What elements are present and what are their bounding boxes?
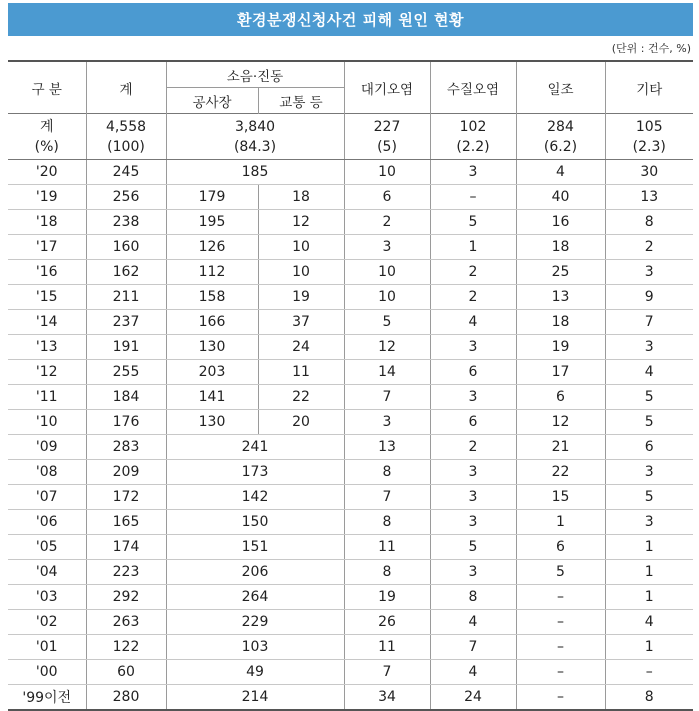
year-cell: '20	[8, 160, 86, 185]
other-cell: –	[605, 660, 693, 685]
other-cell: 7	[605, 310, 693, 335]
total-total-cell	[86, 114, 166, 160]
other-cell: 5	[605, 485, 693, 510]
total-water-pct: (2.2)	[456, 138, 490, 155]
water-cell: 2	[430, 285, 516, 310]
total-noise-cell	[166, 114, 344, 160]
total-other: 105	[635, 118, 663, 135]
total-cell: 174	[86, 535, 166, 560]
other-cell: 3	[605, 260, 693, 285]
unit-note: (단위 : 건수, %)	[611, 42, 691, 55]
year-cell: '04	[8, 560, 86, 585]
water-cell: 5	[430, 535, 516, 560]
construction-cell: 158	[166, 285, 258, 310]
total-cell: 122	[86, 635, 166, 660]
table-row	[8, 335, 693, 360]
sunlight-cell: –	[516, 635, 605, 660]
sunlight-cell: 6	[516, 385, 605, 410]
noise-cell: 185	[166, 160, 344, 185]
other-cell: 3	[605, 460, 693, 485]
noise-cell: 142	[166, 485, 344, 510]
air-cell: 7	[344, 385, 430, 410]
water-cell: 3	[430, 485, 516, 510]
total-cell: 292	[86, 585, 166, 610]
sunlight-cell: 18	[516, 310, 605, 335]
construction-cell: 179	[166, 185, 258, 210]
year-cell: '01	[8, 635, 86, 660]
air-cell: 34	[344, 685, 430, 711]
year-cell: '14	[8, 310, 86, 335]
other-cell: 1	[605, 635, 693, 660]
noise-cell: 49	[166, 660, 344, 685]
water-cell: –	[430, 185, 516, 210]
noise-cell: 214	[166, 685, 344, 711]
year-cell: '03	[8, 585, 86, 610]
noise-cell: 150	[166, 510, 344, 535]
noise-cell: 241	[166, 435, 344, 460]
table-title: 환경분쟁신청사건 피해 원인 현황	[236, 11, 465, 29]
construction-cell: 130	[166, 410, 258, 435]
header-category: 구 분	[8, 61, 86, 114]
total-sunlight-cell	[516, 114, 605, 160]
table-row	[8, 210, 693, 235]
table-row	[8, 485, 693, 510]
total-air-cell	[344, 114, 430, 160]
year-cell: '18	[8, 210, 86, 235]
traffic-cell: 10	[258, 260, 344, 285]
total-row	[8, 114, 693, 160]
traffic-cell: 19	[258, 285, 344, 310]
sunlight-cell: 12	[516, 410, 605, 435]
traffic-cell: 11	[258, 360, 344, 385]
other-cell: 6	[605, 435, 693, 460]
noise-cell: 173	[166, 460, 344, 485]
other-cell: 9	[605, 285, 693, 310]
total-cell: 245	[86, 160, 166, 185]
water-cell: 2	[430, 435, 516, 460]
other-cell: 1	[605, 535, 693, 560]
construction-cell: 166	[166, 310, 258, 335]
construction-cell: 195	[166, 210, 258, 235]
year-cell: '15	[8, 285, 86, 310]
air-cell: 8	[344, 510, 430, 535]
other-cell: 1	[605, 560, 693, 585]
water-cell: 3	[430, 560, 516, 585]
traffic-cell: 18	[258, 185, 344, 210]
other-cell: 13	[605, 185, 693, 210]
sunlight-cell: 16	[516, 210, 605, 235]
total-water: 102	[459, 118, 487, 135]
air-cell: 14	[344, 360, 430, 385]
air-cell: 10	[344, 285, 430, 310]
total-noise-pct: (84.3)	[233, 138, 277, 155]
water-cell: 24	[430, 685, 516, 711]
sunlight-cell: 6	[516, 535, 605, 560]
traffic-cell: 20	[258, 410, 344, 435]
construction-cell: 112	[166, 260, 258, 285]
table-row	[8, 510, 693, 535]
air-cell: 3	[344, 235, 430, 260]
air-cell: 3	[344, 410, 430, 435]
air-cell: 13	[344, 435, 430, 460]
header-total: 계	[86, 61, 166, 114]
year-cell: '10	[8, 410, 86, 435]
water-cell: 7	[430, 635, 516, 660]
total-total-pct: (100)	[107, 138, 145, 155]
other-cell: 3	[605, 510, 693, 535]
total-total: 4,558	[105, 118, 147, 135]
total-cell: 223	[86, 560, 166, 585]
other-cell: 1	[605, 585, 693, 610]
table-row	[8, 610, 693, 635]
total-sunlight: 284	[547, 118, 574, 135]
air-cell: 7	[344, 660, 430, 685]
noise-cell: 229	[166, 610, 344, 635]
table-row	[8, 435, 693, 460]
air-cell: 11	[344, 635, 430, 660]
sunlight-cell: 17	[516, 360, 605, 385]
total-cell: 237	[86, 310, 166, 335]
total-cell: 191	[86, 335, 166, 360]
other-cell: 5	[605, 410, 693, 435]
table-row	[8, 410, 693, 435]
air-cell: 12	[344, 335, 430, 360]
total-cell: 238	[86, 210, 166, 235]
traffic-cell: 24	[258, 335, 344, 360]
table-row	[8, 285, 693, 310]
total-sunlight-pct: (6.2)	[543, 138, 578, 155]
total-cell: 172	[86, 485, 166, 510]
year-cell: '07	[8, 485, 86, 510]
year-cell: '11	[8, 385, 86, 410]
table-row	[8, 235, 693, 260]
water-cell: 4	[430, 610, 516, 635]
total-label-pct: (%)	[34, 138, 59, 155]
air-cell: 2	[344, 210, 430, 235]
sunlight-cell: 21	[516, 435, 605, 460]
other-cell: 30	[605, 160, 693, 185]
header-other: 기타	[605, 61, 693, 114]
total-other-pct: (2.3)	[632, 138, 666, 155]
sunlight-cell: –	[516, 585, 605, 610]
air-cell: 6	[344, 185, 430, 210]
water-cell: 3	[430, 460, 516, 485]
total-air-pct: (5)	[377, 138, 397, 155]
total-label: 계	[39, 118, 54, 135]
air-cell: 7	[344, 485, 430, 510]
total-cell: 184	[86, 385, 166, 410]
total-label-cell	[8, 114, 86, 160]
table-row	[8, 585, 693, 610]
sunlight-cell: 19	[516, 335, 605, 360]
construction-cell: 126	[166, 235, 258, 260]
water-cell: 2	[430, 260, 516, 285]
other-cell: 4	[605, 610, 693, 635]
sunlight-cell: 18	[516, 235, 605, 260]
table-row	[8, 385, 693, 410]
total-noise: 3,840	[234, 118, 276, 135]
header-water: 수질오염	[430, 61, 516, 114]
sunlight-cell: 13	[516, 285, 605, 310]
table-row	[8, 310, 693, 335]
water-cell: 3	[430, 335, 516, 360]
water-cell: 5	[430, 210, 516, 235]
other-cell: 8	[605, 210, 693, 235]
year-cell: '17	[8, 235, 86, 260]
water-cell: 1	[430, 235, 516, 260]
sunlight-cell: –	[516, 660, 605, 685]
total-cell: 165	[86, 510, 166, 535]
year-cell: '05	[8, 535, 86, 560]
water-cell: 6	[430, 410, 516, 435]
construction-cell: 141	[166, 385, 258, 410]
other-cell: 8	[605, 685, 693, 711]
total-cell: 162	[86, 260, 166, 285]
water-cell: 4	[430, 310, 516, 335]
table-row	[8, 535, 693, 560]
total-cell: 160	[86, 235, 166, 260]
sunlight-cell: 5	[516, 560, 605, 585]
total-air: 227	[373, 118, 401, 135]
header-air: 대기오염	[344, 61, 430, 114]
other-cell: 4	[605, 360, 693, 385]
header-sunlight: 일조	[516, 61, 605, 114]
year-cell: '19	[8, 185, 86, 210]
traffic-cell: 10	[258, 235, 344, 260]
water-cell: 3	[430, 160, 516, 185]
air-cell: 10	[344, 160, 430, 185]
table-row	[8, 160, 693, 185]
noise-cell: 206	[166, 560, 344, 585]
noise-cell: 103	[166, 635, 344, 660]
total-cell: 263	[86, 610, 166, 635]
construction-cell: 203	[166, 360, 258, 385]
table-header	[8, 61, 693, 114]
table-title-bar	[8, 3, 693, 36]
year-cell: '06	[8, 510, 86, 535]
total-other-cell	[605, 114, 693, 160]
year-cell: '16	[8, 260, 86, 285]
table-row	[8, 660, 693, 685]
table-row	[8, 260, 693, 285]
year-cell: '08	[8, 460, 86, 485]
traffic-cell: 12	[258, 210, 344, 235]
other-cell: 3	[605, 335, 693, 360]
sunlight-cell: –	[516, 685, 605, 711]
table-body	[8, 114, 693, 711]
air-cell: 19	[344, 585, 430, 610]
traffic-cell: 37	[258, 310, 344, 335]
year-cell: '99이전	[8, 685, 86, 711]
total-water-cell	[430, 114, 516, 160]
damage-cause-table	[8, 60, 693, 711]
traffic-cell: 22	[258, 385, 344, 410]
sunlight-cell: 4	[516, 160, 605, 185]
other-cell: 2	[605, 235, 693, 260]
header-noise: 소음·진동	[166, 61, 344, 88]
air-cell: 11	[344, 535, 430, 560]
table-row	[8, 635, 693, 660]
table-row	[8, 185, 693, 210]
table-row	[8, 460, 693, 485]
water-cell: 6	[430, 360, 516, 385]
sunlight-cell: 15	[516, 485, 605, 510]
air-cell: 8	[344, 460, 430, 485]
water-cell: 3	[430, 510, 516, 535]
sunlight-cell: 22	[516, 460, 605, 485]
noise-cell: 264	[166, 585, 344, 610]
sunlight-cell: –	[516, 610, 605, 635]
table-row	[8, 360, 693, 385]
air-cell: 26	[344, 610, 430, 635]
air-cell: 10	[344, 260, 430, 285]
year-cell: '13	[8, 335, 86, 360]
year-cell: '09	[8, 435, 86, 460]
water-cell: 3	[430, 385, 516, 410]
table-row	[8, 685, 693, 711]
year-cell: '12	[8, 360, 86, 385]
other-cell: 5	[605, 385, 693, 410]
table-row	[8, 560, 693, 585]
total-cell: 256	[86, 185, 166, 210]
sunlight-cell: 25	[516, 260, 605, 285]
header-construction: 공사장	[166, 88, 258, 114]
year-cell: '00	[8, 660, 86, 685]
total-cell: 255	[86, 360, 166, 385]
air-cell: 8	[344, 560, 430, 585]
header-traffic: 교통 등	[258, 88, 344, 114]
total-cell: 280	[86, 685, 166, 711]
air-cell: 5	[344, 310, 430, 335]
total-cell: 283	[86, 435, 166, 460]
total-cell: 211	[86, 285, 166, 310]
year-cell: '02	[8, 610, 86, 635]
sunlight-cell: 1	[516, 510, 605, 535]
water-cell: 8	[430, 585, 516, 610]
total-cell: 60	[86, 660, 166, 685]
water-cell: 4	[430, 660, 516, 685]
total-cell: 209	[86, 460, 166, 485]
total-cell: 176	[86, 410, 166, 435]
noise-cell: 151	[166, 535, 344, 560]
construction-cell: 130	[166, 335, 258, 360]
sunlight-cell: 40	[516, 185, 605, 210]
